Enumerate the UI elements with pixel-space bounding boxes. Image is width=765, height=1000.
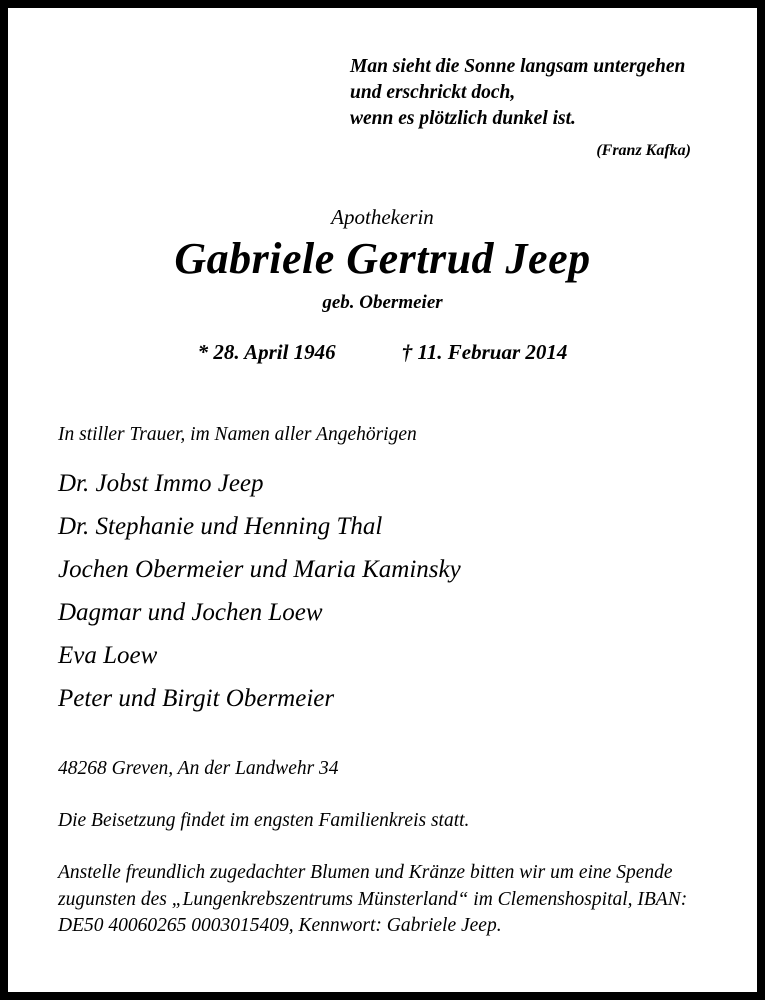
birth-date: * 28. April 1946 (197, 340, 336, 364)
donation-note: Anstelle freundlich zugedachter Blumen und Kränze bitten wir um eine Spende zugunsten des „Lungenkrebszentrums Münsterland“ im Clemenshospital, IBAN: DE50 40060265 0003015409, Kennwort: Gabriele Jeep. (58, 862, 688, 936)
list-item: Dagmar und Jochen Loew (58, 599, 323, 626)
deceased-maiden-name: geb. Obermeier (322, 292, 443, 313)
burial-note: Die Beisetzung findet im engsten Familienkreis statt. (58, 810, 470, 831)
mourning-intro: In stiller Trauer, im Namen aller Angehörigen (58, 424, 417, 445)
obituary-notice (8, 8, 757, 992)
list-item: Jochen Obermeier und Maria Kaminsky (58, 556, 461, 583)
quote-attribution: (Franz Kafka) (596, 142, 691, 159)
list-item: Peter und Birgit Obermeier (58, 685, 335, 712)
list-item: Dr. Stephanie und Henning Thal (58, 513, 383, 540)
list-item: Dr. Jobst Immo Jeep (58, 470, 264, 497)
quote-line-1: Man sieht die Sonne langsam untergehen (350, 56, 686, 77)
list-item: Eva Loew (58, 642, 158, 669)
deceased-full-name: Gabriele Gertrud Jeep (174, 234, 591, 283)
quote-line-2: und erschrickt doch, (350, 82, 516, 103)
death-date: † 11. Februar 2014 (401, 340, 568, 364)
life-dates (50, 316, 715, 366)
memorial-quote (50, 8, 715, 162)
address-line: 48268 Greven, An der Landwehr 34 (58, 758, 339, 779)
mourners-block (50, 366, 715, 720)
mourner-list (58, 448, 715, 720)
notice-footer-info (50, 720, 715, 940)
deceased-name-block (50, 162, 715, 366)
quote-line-3: wenn es plötzlich dunkel ist. (350, 108, 576, 129)
deceased-profession: Apothekerin (331, 205, 434, 229)
